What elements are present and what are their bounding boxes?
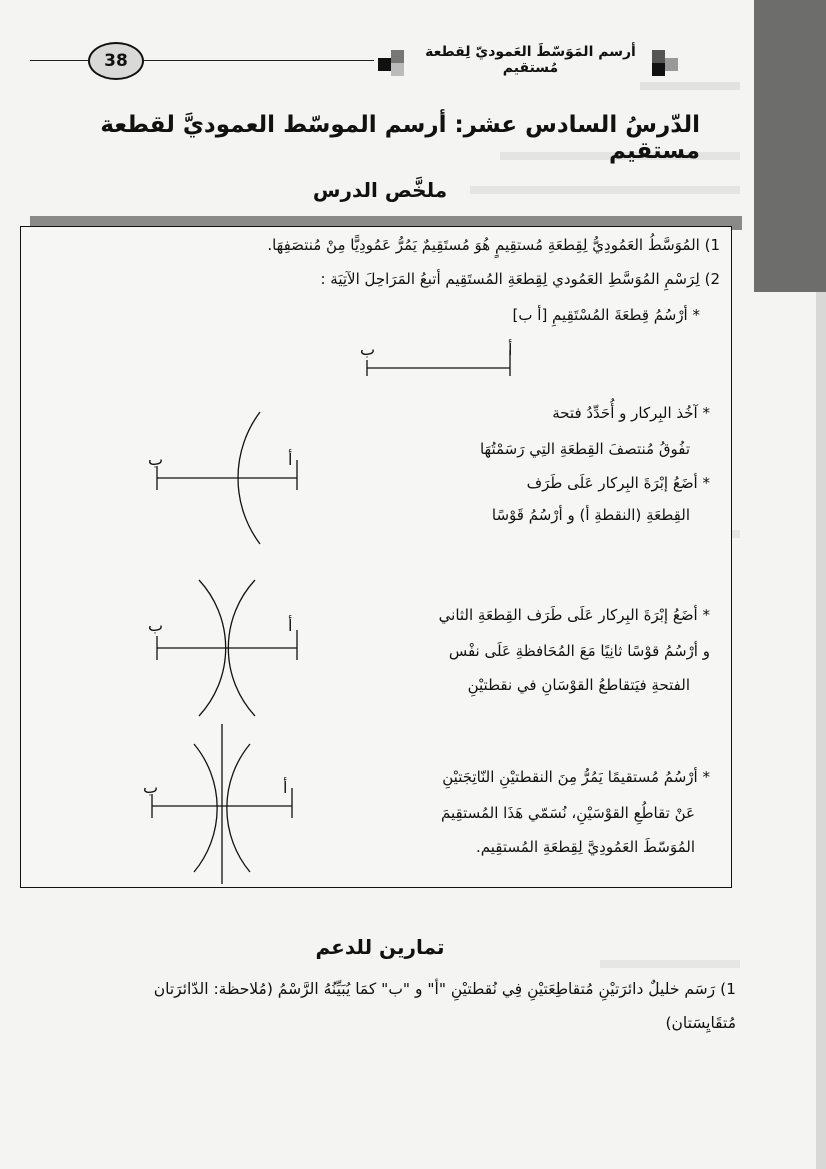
header-rule-right bbox=[142, 60, 374, 61]
exercise-1-line-1: 1) رَسَم خليلٌ دائرَتيْنِ مُتقاطِعَتيْنِ فِي نُقطتيْنِ "أ" و "ب" كمَا يُبَيِّنُهُ الرَّسْمُ (مُلاحظة: الدّائرَتان bbox=[153, 980, 736, 998]
step-2-line-3: * أضَعُ إبْرَةَ البِركار عَلَى طَرَف bbox=[526, 474, 710, 492]
lesson-title: الدّرسُ السادس عشر: أرسم الموسّط العموديَّ لقطعة مستقيم bbox=[100, 112, 700, 164]
step-2-line-2: تفُوقُ مُنتصفَ القِطعَةِ التِي رَسَمْتُهَا bbox=[479, 440, 690, 458]
segment-label-b: ب bbox=[360, 340, 376, 359]
summary-item-2: 2) لِرَسْمِ المُوَسَّطِ العَمُودي لِقِطعَةِ المُستَقِيم أتبعُ المَرَاحِلَ الآتِيَة : bbox=[320, 270, 720, 288]
running-title: أرسم المَوَسّطَ العَموديّ لِقطعة مُستقيم bbox=[425, 44, 636, 76]
summary-box bbox=[20, 226, 732, 888]
page-edge-shadow bbox=[754, 0, 826, 292]
header-rule-left bbox=[30, 60, 88, 61]
step-1-text: * أرْسُمُ قِطعَةَ المُسْتَقِيمِ [أ ب] bbox=[512, 306, 700, 324]
bisector-figure bbox=[140, 724, 320, 884]
step-2-line-1: * آخُذ البِركار و أُحَدِّدُ فتحة bbox=[552, 404, 710, 422]
exercises-title: تمارين للدعم bbox=[315, 935, 445, 959]
summary-item-1: 1) المُوَسَّطُ العَمُودِيُّ لِقِطعَةِ مُستقِيمٍ هُوَ مُستَقِيمٌ يَمُرُّ عَمُودِيًّا مِنْ مُنتصَفِهَا. bbox=[267, 236, 720, 254]
one-arc-figure bbox=[145, 410, 325, 550]
step-3-line-1: * أضَعُ إبْرَةَ البِركار عَلَى طَرَف القِطعَةِ الثاني bbox=[438, 606, 710, 624]
step-3-line-3: الفتحةِ فيَتقاطعُ القوْسَانِ في نقطتيْنِ bbox=[467, 676, 690, 694]
arc-figure-label-b: ب bbox=[148, 450, 164, 469]
segment-figure bbox=[350, 340, 520, 380]
step-3-line-2: و أرْسُمُ قوْسًا ثانِيًا مَعَ المُحَافظةِ عَلَى نفْس bbox=[448, 642, 710, 660]
page-edge-strip bbox=[816, 292, 826, 1169]
two-arcs-figure bbox=[145, 578, 325, 718]
step-2-line-4: القِطعَةِ (النقطةِ أ) و أرْسُمُ قَوْسًا bbox=[491, 506, 690, 524]
two-arcs-label-b: ب bbox=[148, 616, 164, 635]
segment-label-a: أ bbox=[508, 340, 513, 359]
summary-title: ملخَّص الدرس bbox=[312, 178, 448, 202]
bisector-label-b: ب bbox=[143, 778, 159, 797]
arc-figure-label-a: أ bbox=[288, 450, 293, 469]
page-number: 38 bbox=[88, 42, 144, 80]
step-4-line-3: المُوَسّطَ العَمُودِيَّ لِقِطعَةِ المُستقِيم. bbox=[475, 838, 695, 856]
bisector-label-a: أ bbox=[283, 778, 288, 797]
exercise-1-line-2: مُتقَايِسَتان) bbox=[665, 1014, 736, 1032]
step-4-line-2: عَنْ تقاطُعِ القوْسَيْنِ، نُسَمّي هَذَا المُستقِيمَ bbox=[441, 804, 695, 822]
step-4-line-1: * أرْسُمُ مُستقيمًا يَمُرُّ مِنَ النقطتيْنِ النّاتِجَتيْنِ bbox=[442, 768, 710, 786]
two-arcs-label-a: أ bbox=[288, 616, 293, 635]
